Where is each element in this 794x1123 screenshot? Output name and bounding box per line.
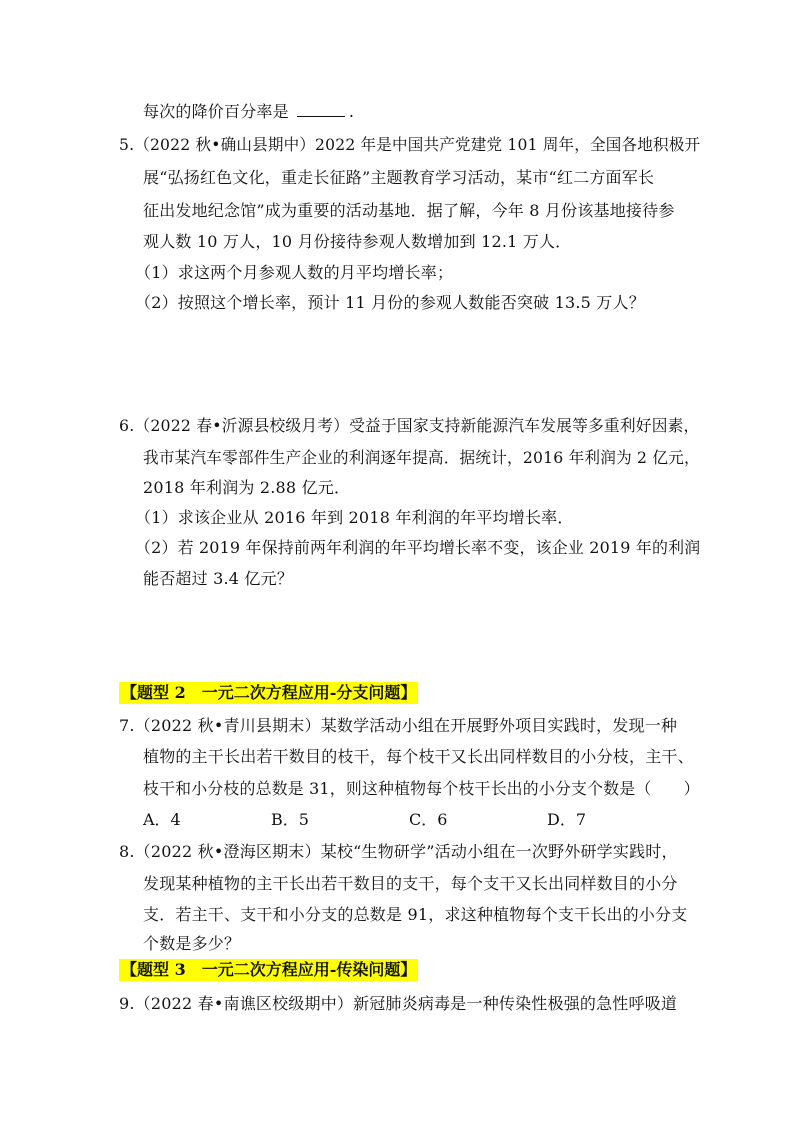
q5-sub-2: （2）按照这个增长率，预计 11 月份的参观人数能否突破 13.5 万人？ bbox=[135, 293, 645, 312]
q6-line-1: 6.（2022 春•沂源县校级月考）受益于国家支持新能源汽车发展等多重利好因素， bbox=[119, 416, 700, 435]
section-heading-type-3: 【题型 3 一元二次方程应用-传染问题】 bbox=[121, 960, 417, 979]
q4-tail-end: . bbox=[348, 102, 355, 121]
q6-sub-1: （1）求该企业从 2016 年到 2018 年利润的年平均增长率． bbox=[135, 508, 574, 527]
q5-line-4: 观人数 10 万人，10 月份接待参观人数增加到 12.1 万人． bbox=[143, 232, 572, 251]
q6-sub-2: （2）若 2019 年保持前两年利润的年平均增长率不变，该企业 2019 年的利润 bbox=[135, 538, 701, 557]
answer-blank bbox=[297, 102, 345, 117]
q7-option-b: B．5 bbox=[271, 810, 309, 829]
q6-sub-2-cont: 能否超过 3.4 亿元？ bbox=[143, 569, 294, 588]
q8-line-3: 支．若主干、支干和小分支的总数是 91，求这种植物每个支干长出的小分支 bbox=[143, 905, 688, 924]
q8-line-4: 个数是多少？ bbox=[143, 934, 241, 953]
section-heading-type-2: 【题型 2 一元二次方程应用-分支问题】 bbox=[121, 683, 417, 702]
q6-line-2: 我市某汽车零部件生产企业的利润逐年提高．据统计，2016 年利润为 2 亿元， bbox=[143, 448, 700, 467]
q6-line-3: 2018 年利润为 2.88 亿元． bbox=[143, 478, 351, 497]
q7-line-2: 植物的主干长出若干数目的枝干，每个枝干又长出同样数目的小分枝，主干、 bbox=[143, 747, 694, 766]
q7-option-d: D．7 bbox=[547, 810, 587, 829]
q5-line-3: 征出发地纪念馆”成为重要的活动基地．据了解，今年 8 月份该基地接待参 bbox=[143, 201, 675, 220]
q4-tail bbox=[143, 102, 354, 122]
q9-line-1: 9.（2022 春•南谯区校级期中）新冠肺炎病毒是一种传染性极强的急性呼吸道 bbox=[119, 994, 678, 1013]
q7-option-c: C．6 bbox=[409, 810, 448, 829]
q4-tail-text: 每次的降价百分率是 bbox=[143, 102, 289, 121]
q8-line-1: 8.（2022 秋•澄海区期末）某校“生物研学”活动小组在一次野外研学实践时， bbox=[119, 842, 678, 861]
q5-line-1: 5.（2022 秋•确山县期中）2022 年是中国共产党建党 101 周年，全国各地积极开 bbox=[119, 135, 701, 154]
q7-option-a: A．4 bbox=[143, 810, 181, 829]
q5-line-2: 展“弘扬红色文化，重走长征路”主题教育学习活动，某市“红二方面军长 bbox=[143, 168, 655, 187]
q7-line-1: 7.（2022 秋•青川县期末）某数学活动小组在开展野外项目实践时，发现一种 bbox=[119, 716, 678, 735]
q8-line-2: 发现某种植物的主干长出若干数目的支干，每个支干又长出同样数目的小分 bbox=[143, 874, 678, 893]
q7-line-3: 枝干和小分枝的总数是 31，则这种植物每个枝干长出的小分支个数是（ ） bbox=[143, 779, 700, 798]
q5-sub-1: （1）求这两个月参观人数的月平均增长率； bbox=[135, 263, 454, 282]
